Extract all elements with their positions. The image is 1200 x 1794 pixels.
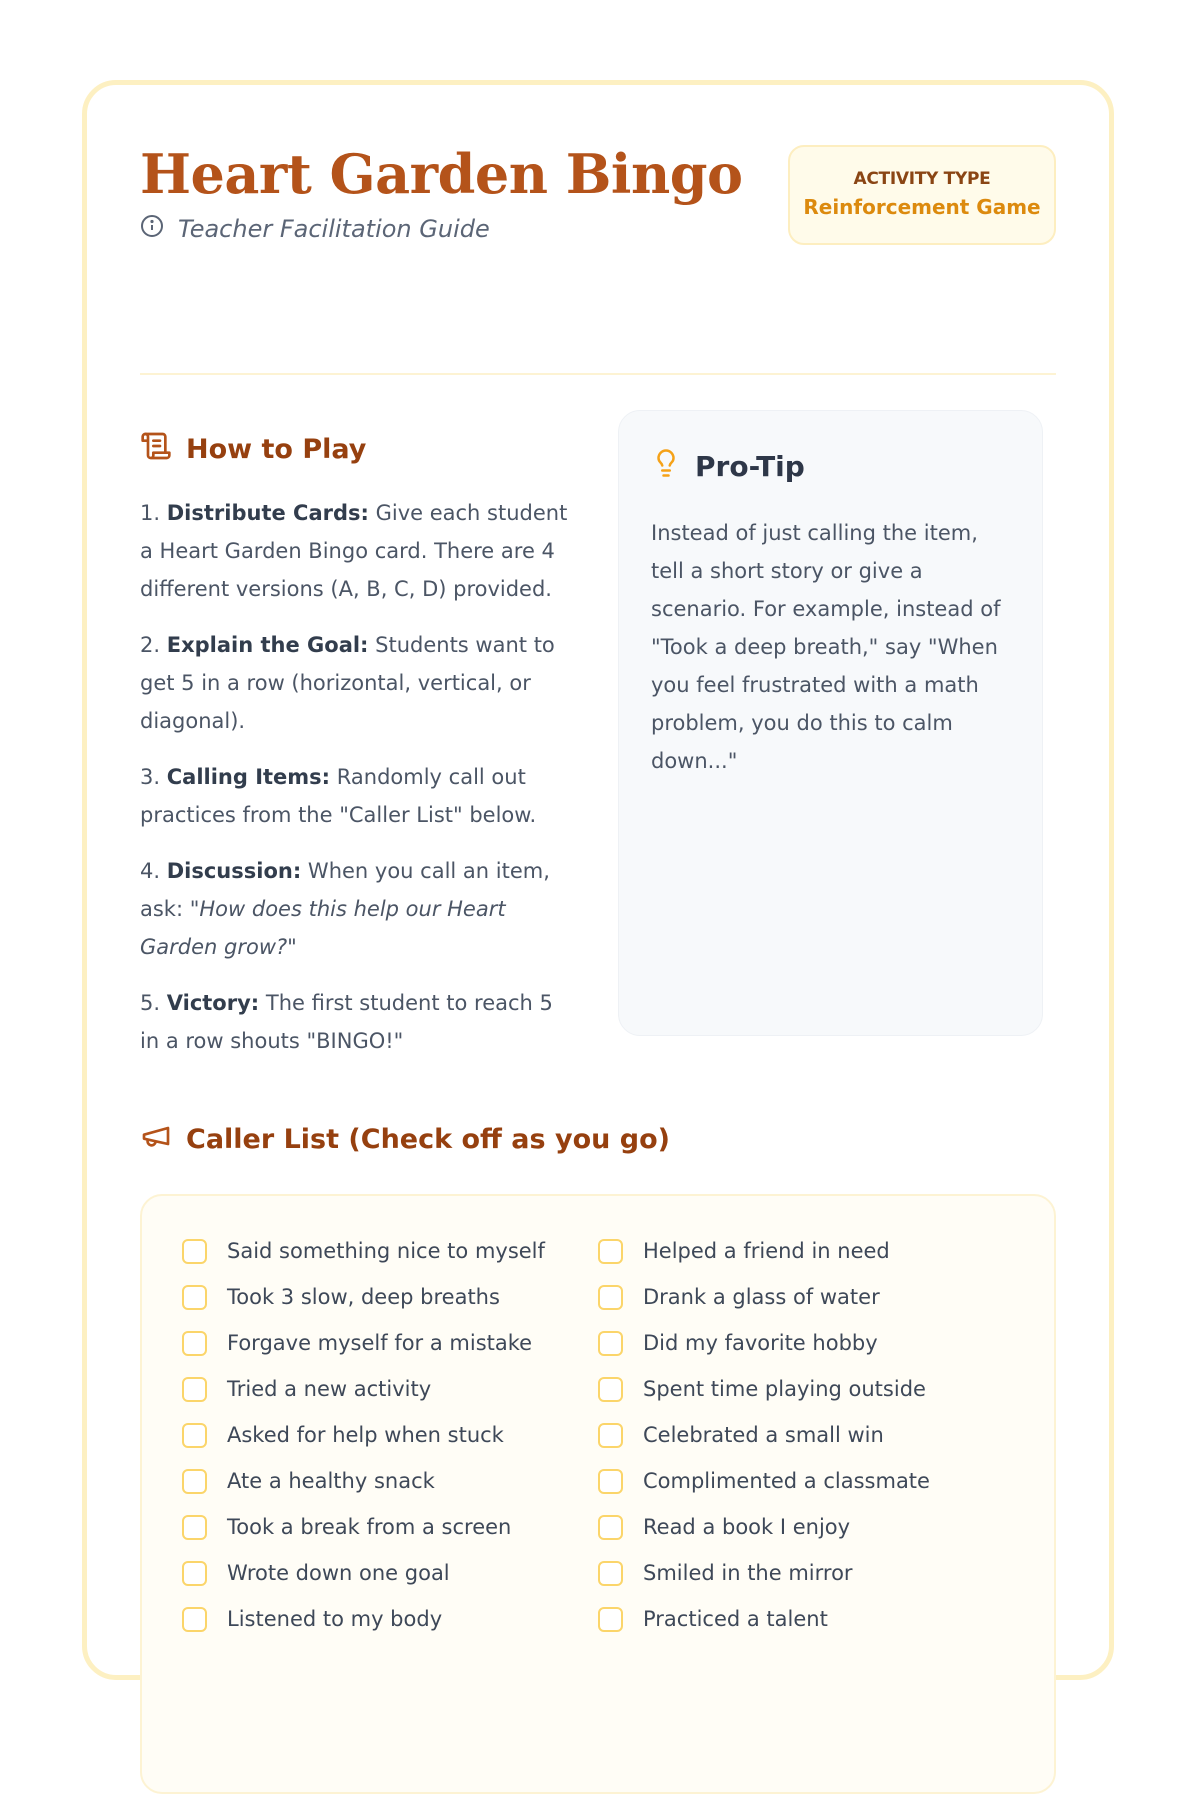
checkbox[interactable] xyxy=(182,1377,207,1402)
how-to-play-section xyxy=(140,430,570,1078)
guide-content xyxy=(140,142,1056,1631)
checkbox[interactable] xyxy=(182,1331,207,1356)
step-item: 5. Victory: The first student to reach 5 in a row shouts "BINGO!" xyxy=(140,991,553,1053)
megaphone-icon xyxy=(140,1120,172,1159)
subtitle-text: Teacher Facilitation Guide xyxy=(178,215,490,244)
checkbox[interactable] xyxy=(182,1607,207,1632)
activity-type-badge xyxy=(788,145,1056,245)
caller-item: Tried a new activity xyxy=(182,1366,598,1412)
caller-item: Practiced a talent xyxy=(598,1596,1014,1642)
page-title: Heart Garden Bingo xyxy=(140,142,743,206)
step-item: 2. Explain the Goal: Students want to get 5 in a row (horizontal, vertical, or diagonal). xyxy=(140,633,555,733)
caller-item: Read a book I enjoy xyxy=(598,1504,1014,1550)
caller-item: Asked for help when stuck xyxy=(182,1412,598,1458)
caller-item: Spent time playing outside xyxy=(598,1366,1014,1412)
checkbox[interactable] xyxy=(598,1515,623,1540)
guide-card xyxy=(82,80,1114,1680)
caller-item: Complimented a classmate xyxy=(598,1458,1014,1504)
checkbox[interactable] xyxy=(598,1331,623,1356)
caller-list-section xyxy=(140,1120,1056,1794)
step-item: 4. Discussion: When you call an item, ask: "How does this help our Heart Garden grow?" xyxy=(140,859,550,959)
pro-tip-heading xyxy=(651,447,1010,486)
lightbulb-icon xyxy=(651,447,681,486)
checkbox[interactable] xyxy=(182,1561,207,1586)
caller-item: Forgave myself for a mistake xyxy=(182,1320,598,1366)
caller-list-heading xyxy=(140,1120,1056,1159)
steps-list xyxy=(140,494,570,1060)
caller-item: Took 3 slow, deep breaths xyxy=(182,1274,598,1320)
caller-item: Celebrated a small win xyxy=(598,1412,1014,1458)
scroll-icon xyxy=(140,430,172,469)
checkbox[interactable] xyxy=(598,1285,623,1310)
caller-column-right xyxy=(598,1228,1014,1642)
caller-item: Took a break from a screen xyxy=(182,1504,598,1550)
caller-item: Said something nice to myself xyxy=(182,1228,598,1274)
caller-item: Helped a friend in need xyxy=(598,1228,1014,1274)
checkbox[interactable] xyxy=(182,1469,207,1494)
caller-column-left xyxy=(182,1228,598,1642)
checkbox[interactable] xyxy=(598,1607,623,1632)
badge-value: Reinforcement Game xyxy=(803,195,1041,219)
how-to-play-heading xyxy=(140,430,570,469)
pro-tip-text: Instead of just calling the item, tell a short story or give a scenario. For example, instead of "Took a deep breath," say "When you feel frustrated with a math problem, you do this to calm down..." xyxy=(651,521,1001,773)
checkbox[interactable] xyxy=(182,1285,207,1310)
caller-item: Drank a glass of water xyxy=(598,1274,1014,1320)
pro-tip-panel xyxy=(618,410,1043,1036)
pro-tip-title: Pro-Tip xyxy=(695,450,805,483)
badge-label: ACTIVITY TYPE xyxy=(853,169,991,189)
step-item: 3. Calling Items: Randomly call out practices from the "Caller List" below. xyxy=(140,765,537,827)
checkbox[interactable] xyxy=(598,1239,623,1264)
caller-item: Ate a healthy snack xyxy=(182,1458,598,1504)
caller-item: Listened to my body xyxy=(182,1596,598,1642)
info-icon xyxy=(140,214,164,244)
checkbox[interactable] xyxy=(182,1515,207,1540)
caller-item: Smiled in the mirror xyxy=(598,1550,1014,1596)
how-to-play-title: How to Play xyxy=(186,434,367,465)
step-item: 1. Distribute Cards: Give each student a Heart Garden Bingo card. There are 4 different versions (A, B, C, D) provided. xyxy=(140,501,568,601)
checkbox[interactable] xyxy=(598,1561,623,1586)
checkbox[interactable] xyxy=(182,1239,207,1264)
caller-list-box xyxy=(140,1194,1056,1794)
checkbox[interactable] xyxy=(182,1423,207,1448)
checkbox[interactable] xyxy=(598,1423,623,1448)
caller-item: Wrote down one goal xyxy=(182,1550,598,1596)
caller-list-title: Caller List (Check off as you go) xyxy=(186,1124,670,1155)
checkbox[interactable] xyxy=(598,1469,623,1494)
caller-item: Did my favorite hobby xyxy=(598,1320,1014,1366)
header-divider xyxy=(140,373,1056,375)
checkbox[interactable] xyxy=(598,1377,623,1402)
